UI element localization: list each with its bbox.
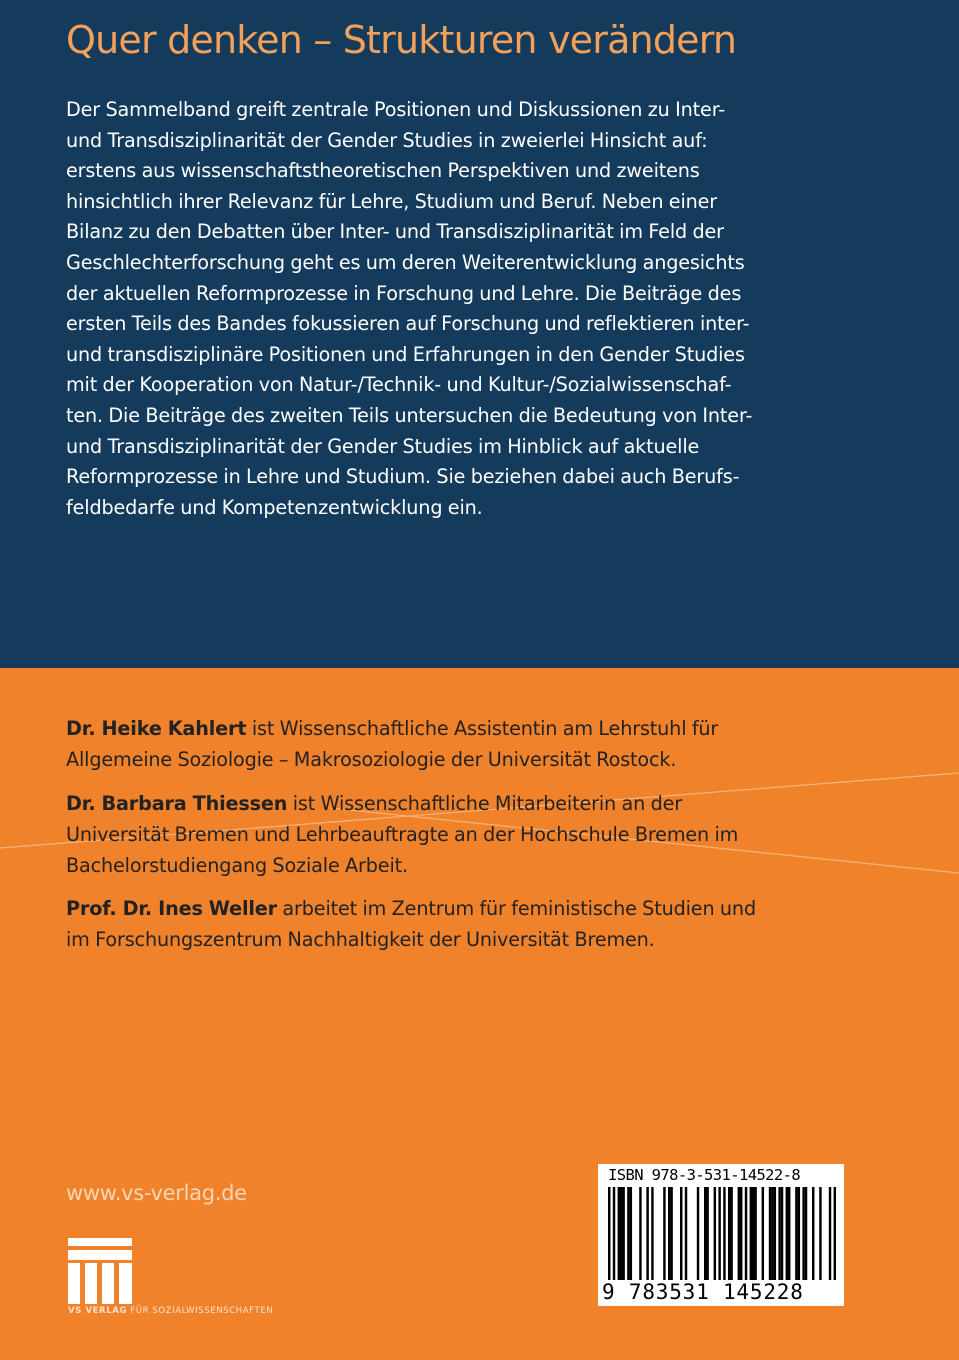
barcode-bar [752,1187,754,1280]
author-bio-thiessen [66,788,886,881]
barcode-bar [788,1187,790,1280]
barcode-bar [622,1187,624,1280]
publisher-name [68,1306,273,1316]
barcode-bar [651,1187,653,1280]
author-name: Dr. Heike Kahlert [66,717,247,740]
barcode-bar [795,1187,797,1280]
barcode-bar [646,1187,648,1280]
blurb-line: ersten Teils des Bandes fokussieren auf Forschung und reflektieren inter- [66,312,750,336]
barcode-bar [723,1187,725,1280]
author-bio-text: arbeitet im Zentrum für feministische Studien und [276,897,756,920]
barcode-bar [685,1187,687,1280]
barcode-bar [750,1187,752,1280]
author-bio-kahlert [66,713,886,775]
author-bio-text: ist Wissenschaftliche Assistentin am Lehrstuhl für [246,717,719,740]
blurb-line: ten. Die Beiträge des zweiten Teils untersuchen die Bedeutung von Inter- [66,403,753,427]
blurb-line: und Transdisziplinarität der Gender Studies in zweierlei Hinsicht auf: [66,128,708,152]
barcode-bar [670,1187,672,1280]
barcode-bar [706,1187,708,1280]
barcode-bar [668,1187,670,1280]
barcode-bars-icon [608,1187,836,1280]
barcode-bar [819,1187,821,1280]
barcode-bar [781,1187,783,1280]
barcode-bar [697,1187,699,1280]
blurb-line: erstens aus wissenschaftstheoretischen Perspektiven und zweitens [66,159,700,183]
publisher-logo-icon [68,1238,132,1304]
author-bio-weller [66,893,886,955]
barcode-bar [663,1187,665,1280]
isbn-label: ISBN 978-3-531-14522-8 [608,1166,801,1184]
barcode-bar [618,1187,620,1280]
barcode-bar [762,1187,764,1280]
barcode-bar [620,1187,622,1280]
isbn-barcode [598,1164,844,1306]
barcode-bar [769,1187,771,1280]
blurb-line: feldbedarfe und Kompetenzentwicklung ein. [66,495,483,519]
blurb-line: und transdisziplinäre Positionen und Erfahrungen in den Gender Studies [66,342,745,366]
ean-number: 9 783531 145228 [602,1280,804,1304]
blurb-line: der aktuellen Reformprozesse in Forschung und Lehre. Die Beiträge des [66,281,742,305]
blurb-text [66,95,866,523]
book-title: Quer denken – Strukturen verändern [66,18,737,62]
barcode-bar [805,1187,807,1280]
blurb-line: Bilanz zu den Debatten über Inter- und Transdisziplinarität im Feld der [66,220,724,244]
blurb-line: mit der Kooperation von Natur-/Technik- und Kultur-/Sozialwissenschaf- [66,373,732,397]
barcode-bar [630,1187,632,1280]
blurb-line: Reformprozesse in Lehre und Studium. Sie beziehen dabei auch Berufs- [66,465,740,489]
publisher-name-bold: VS VERLAG [68,1306,127,1316]
barcode-bar [786,1187,788,1280]
barcode-bar [754,1187,756,1280]
blurb-line: Geschlechterforschung geht es um deren Weiterentwicklung angesichts [66,250,745,274]
author-name: Dr. Barbara Thiessen [66,792,288,815]
barcode-bar [704,1187,706,1280]
barcode-bar [738,1187,740,1280]
barcode-bar [774,1187,776,1280]
barcode-bar [728,1187,730,1280]
barcode-bar [680,1187,682,1280]
barcode-bar [740,1187,742,1280]
barcode-bar [834,1187,836,1280]
author-bio-text: Allgemeine Soziologie – Makrosoziologie der Universität Rostock. [66,748,677,771]
barcode-bar [778,1187,780,1280]
publisher-website-link[interactable]: www.vs-verlag.de [66,1181,247,1205]
barcode-bar [627,1187,629,1280]
publisher-name-rest: FÜR SOZIALWISSENSCHAFTEN [126,1306,274,1316]
barcode-bar [812,1187,814,1280]
barcode-bar [745,1187,747,1280]
blurb-line: Der Sammelband greift zentrale Positionen und Diskussionen zu Inter- [66,98,725,121]
barcode-bar [608,1187,610,1280]
barcode-bar [802,1187,804,1280]
barcode-bar [613,1187,615,1280]
author-bio-text: Universität Bremen und Lehrbeauftragte an der Hochschule Bremen im [66,823,739,846]
blurb-line: und Transdisziplinarität der Gender Studies im Hinblick auf aktuelle [66,434,700,458]
barcode-bar [718,1187,720,1280]
barcode-bar [714,1187,716,1280]
barcode-bar [730,1187,732,1280]
barcode-bar [639,1187,641,1280]
barcode-bar [771,1187,773,1280]
barcode-bar [798,1187,800,1280]
author-bio-text: Bachelorstudiengang Soziale Arbeit. [66,854,408,877]
author-bio-text: ist Wissenschaftliche Mitarbeiterin an der [287,792,682,815]
barcode-bar [829,1187,831,1280]
author-bio-text: im Forschungszentrum Nachhaltigkeit der Universität Bremen. [66,928,655,951]
blurb-line: hinsichtlich ihrer Relevanz für Lehre, Studium und Beruf. Neben einer [66,189,718,213]
author-name: Prof. Dr. Ines Weller [66,897,277,920]
